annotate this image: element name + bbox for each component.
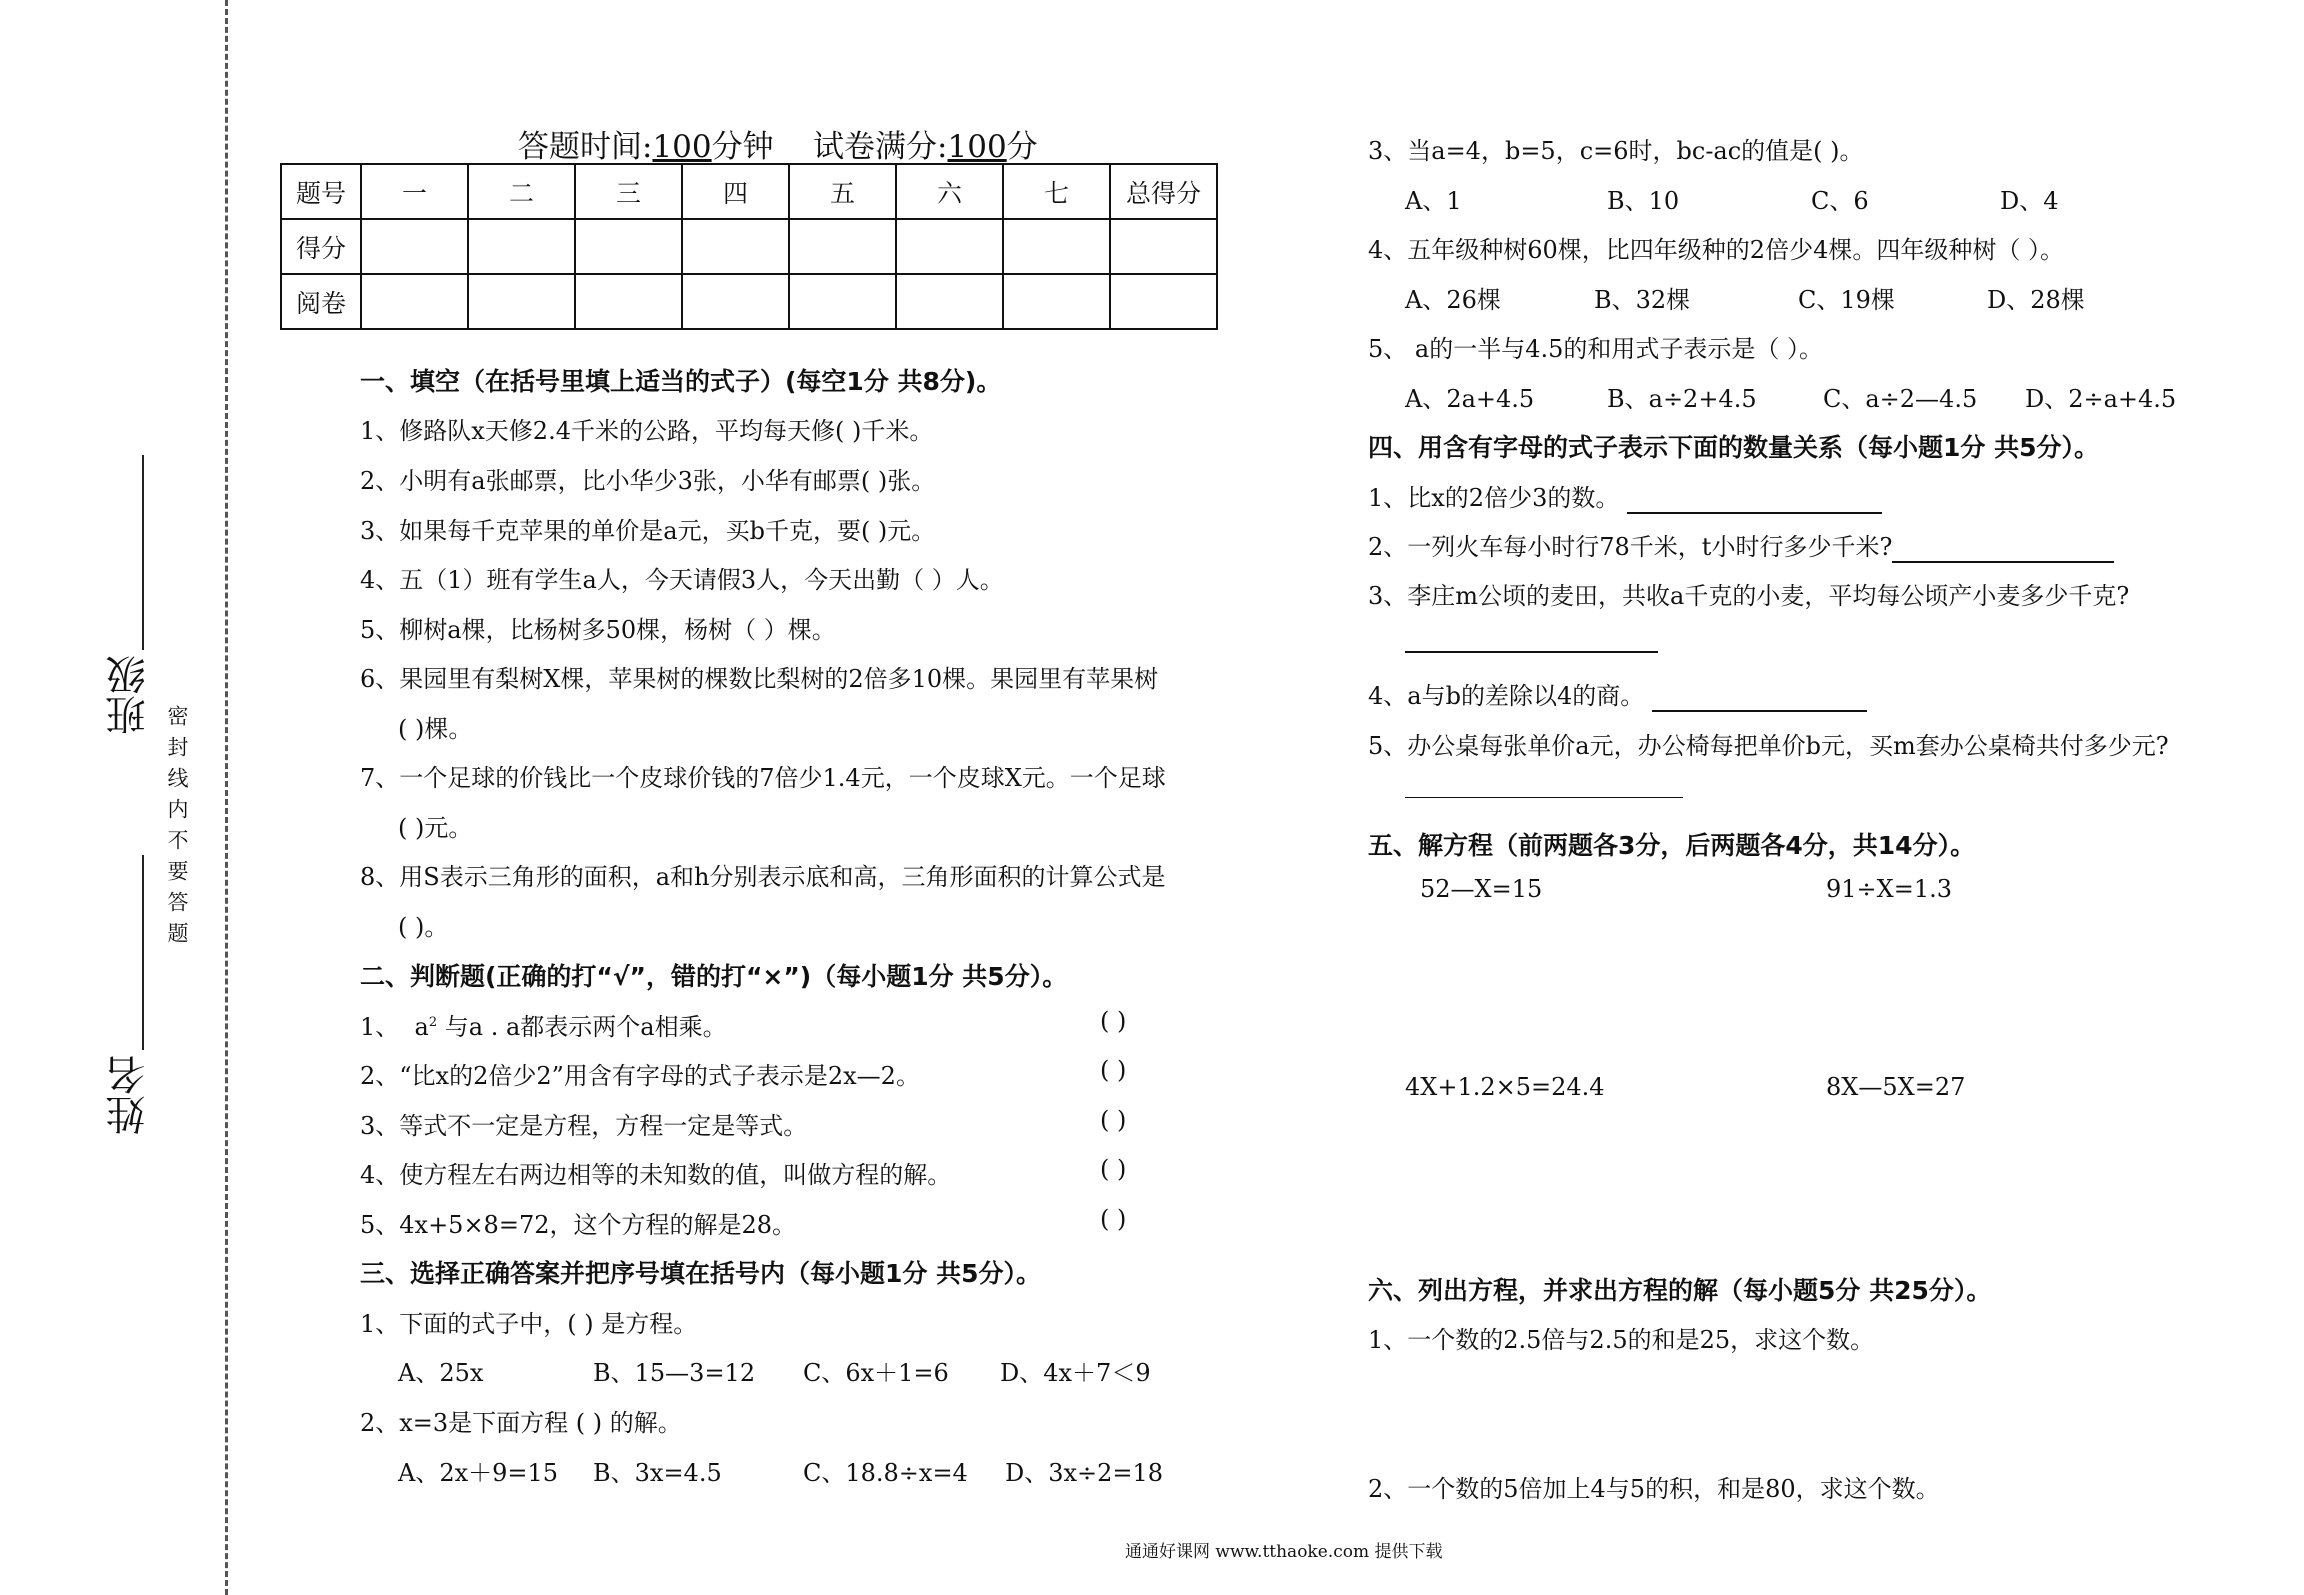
- table-cell: 四: [682, 164, 789, 219]
- option: D、4x＋7＜9: [1000, 1359, 1151, 1387]
- equation: 8X—5X=27: [1826, 1073, 1966, 1101]
- name-label: 姓名: [106, 1055, 152, 1135]
- s4-q3: 3、李庄m公顷的麦田，共收a千克的小麦，平均每公顷产小麦多少千克?: [1368, 582, 2130, 610]
- s1-q7-line1: 7、一个足球的价钱比一个皮球价钱的7倍少1.4元，一个皮球X元。一个足球: [360, 764, 1166, 792]
- score-cell[interactable]: [789, 274, 896, 329]
- option: C、a÷2—4.5: [1823, 385, 1978, 413]
- section3-title: 三、选择正确答案并把序号填在括号内（每小题1分 共5分）。: [360, 1259, 1041, 1288]
- score-value: 100: [947, 129, 1007, 165]
- s1-q8-line1: 8、用S表示三角形的面积，a和h分别表示底和高，三角形面积的计算公式是: [360, 863, 1166, 891]
- name-blank: [142, 855, 144, 1050]
- section1-title: 一、填空（在括号里填上适当的式子）(每空1分 共8分)。: [360, 367, 1002, 396]
- score-table-row: [281, 219, 1217, 274]
- score-cell[interactable]: [789, 219, 896, 274]
- table-cell: 七: [1003, 164, 1110, 219]
- table-cell: 五: [789, 164, 896, 219]
- score-table: [280, 163, 1218, 330]
- s3-q2: 2、x=3是下面方程 ( ) 的解。: [360, 1409, 682, 1437]
- score-cell[interactable]: [575, 219, 682, 274]
- s1-q1: 1、修路队x天修2.4千米的公路，平均每天修( )千米。: [360, 417, 934, 445]
- s1-q7-line2: ( )元。: [398, 814, 473, 842]
- table-cell: 总得分: [1110, 164, 1217, 219]
- score-cell[interactable]: [1110, 219, 1217, 274]
- table-cell: 三: [575, 164, 682, 219]
- s2-q4: 4、使方程左右两边相等的未知数的值，叫做方程的解。: [360, 1161, 952, 1189]
- option: B、15—3=12: [593, 1359, 756, 1387]
- class-label: 班级: [106, 655, 152, 735]
- s2-q1-rest: 与a . a都表示两个a相乘。: [444, 1013, 727, 1041]
- s4-q4: [1368, 676, 1867, 712]
- score-cell[interactable]: [1003, 219, 1110, 274]
- score-cell[interactable]: [361, 219, 468, 274]
- score-cell[interactable]: [682, 219, 789, 274]
- table-cell: 一: [361, 164, 468, 219]
- exam-header: [518, 121, 1038, 166]
- section4-title: 四、用含有字母的式子表示下面的数量关系（每小题1分 共5分）。: [1368, 433, 2099, 462]
- table-cell: 六: [896, 164, 1003, 219]
- option: C、6: [1811, 187, 1869, 215]
- score-cell[interactable]: [361, 274, 468, 329]
- table-cell: 题号: [281, 164, 361, 219]
- equation: 4X+1.2×5=24.4: [1405, 1073, 1605, 1101]
- answer-blank[interactable]: [1405, 797, 1683, 798]
- s4-q5: 5、办公桌每张单价a元，办公椅每把单价b元，买m套办公桌椅共付多少元?: [1368, 732, 2169, 760]
- s2-q1: [360, 1007, 727, 1042]
- option: D、3x÷2=18: [1005, 1459, 1164, 1487]
- section2-title: 二、判断题(正确的打“√”，错的打“×”)（每小题1分 共5分）。: [360, 962, 1068, 991]
- option: A、26棵: [1405, 286, 1501, 314]
- table-cell: 阅卷: [281, 274, 361, 329]
- score-prefix: 试卷满分:: [813, 129, 948, 165]
- s1-q5: 5、柳树a棵，比杨树多50棵，杨树（ ）棵。: [360, 616, 836, 644]
- s3-q1: 1、下面的式子中，( ) 是方程。: [360, 1310, 698, 1338]
- score-cell[interactable]: [468, 219, 575, 274]
- score-table-header-row: [281, 164, 1217, 219]
- s3-q4: 4、五年级种树60棵，比四年级种的2倍少4棵。四年级种树（ ）。: [1368, 236, 2064, 264]
- score-unit: 分: [1006, 129, 1038, 165]
- score-cell[interactable]: [896, 219, 1003, 274]
- score-table-row: [281, 274, 1217, 329]
- answer-bracket[interactable]: ( ): [1100, 1155, 1127, 1183]
- score-cell[interactable]: [1003, 274, 1110, 329]
- option: C、18.8÷x=4: [803, 1459, 968, 1487]
- option: D、2÷a+4.5: [2025, 385, 2177, 413]
- option: D、4: [2000, 187, 2059, 215]
- footer-text: 通通好课网 www.tthaoke.com 提供下载: [1125, 1542, 1443, 1562]
- s2-q2: 2、“比x的2倍少2”用含有字母的式子表示是2x—2。: [360, 1062, 920, 1090]
- equation: 91÷X=1.3: [1826, 875, 1953, 903]
- answer-bracket[interactable]: ( ): [1100, 1205, 1127, 1233]
- table-cell: 得分: [281, 219, 361, 274]
- time-prefix: 答题时间:: [518, 129, 653, 165]
- score-cell[interactable]: [1110, 274, 1217, 329]
- option: B、a÷2+4.5: [1607, 385, 1757, 413]
- option: B、10: [1607, 187, 1680, 215]
- option: A、1: [1405, 187, 1462, 215]
- score-cell[interactable]: [468, 274, 575, 329]
- s1-q4: 4、五（1）班有学生a人，今天请假3人，今天出勤（ ）人。: [360, 566, 1004, 594]
- s2-q1-num: 1、: [360, 1013, 400, 1041]
- option: A、25x: [398, 1359, 484, 1387]
- s2-q3: 3、等式不一定是方程，方程一定是等式。: [360, 1112, 808, 1140]
- s3-q3: 3、当a=4，b=5，c=6时，bc-ac的值是( )。: [1368, 137, 1864, 165]
- option: C、19棵: [1798, 286, 1895, 314]
- s2-q1-sup: 2: [428, 1015, 438, 1030]
- answer-blank[interactable]: [1627, 484, 1882, 514]
- s4-q4-text: 4、a与b的差除以4的商。: [1368, 682, 1645, 710]
- score-cell[interactable]: [896, 274, 1003, 329]
- s4-q1-text: 1、比x的2倍少3的数。: [1368, 484, 1620, 512]
- s1-q8-line2: ( )。: [398, 913, 449, 941]
- option: A、2x＋9=15: [398, 1459, 559, 1487]
- s2-q1-a: a: [414, 1013, 429, 1041]
- option: A、2a+4.5: [1405, 385, 1535, 413]
- s2-q5: 5、4x+5×8=72，这个方程的解是28。: [360, 1211, 797, 1239]
- section5-title: 五、解方程（前两题各3分，后两题各4分，共14分）。: [1368, 831, 1976, 860]
- answer-blank[interactable]: [1892, 533, 2114, 563]
- time-unit: 分钟: [711, 129, 774, 165]
- option: B、3x=4.5: [593, 1459, 722, 1487]
- s4-q2: [1368, 527, 2114, 563]
- option: D、28棵: [1987, 286, 2085, 314]
- class-blank: [142, 455, 144, 650]
- s3-q5: 5、 a的一半与4.5的和用式子表示是（ ）。: [1368, 335, 1824, 363]
- score-cell[interactable]: [575, 274, 682, 329]
- answer-bracket[interactable]: ( ): [1100, 1007, 1127, 1035]
- s1-q6-line2: ( )棵。: [398, 715, 473, 743]
- answer-bracket[interactable]: ( ): [1100, 1106, 1127, 1134]
- s4-q1: [1368, 478, 1882, 514]
- option: C、6x＋1=6: [803, 1359, 949, 1387]
- section6-title: 六、列出方程，并求出方程的解（每小题5分 共25分）。: [1368, 1276, 1992, 1305]
- s4-q2-text: 2、一列火车每小时行78千米，t小时行多少千米?: [1368, 533, 1893, 561]
- s1-q2: 2、小明有a张邮票，比小华少3张，小华有邮票( )张。: [360, 467, 936, 495]
- answer-blank[interactable]: [1652, 682, 1867, 712]
- fold-line: [225, 0, 228, 1595]
- s6-q2: 2、一个数的5倍加上4与5的积，和是80，求这个数。: [1368, 1475, 1940, 1503]
- option: B、32棵: [1594, 286, 1691, 314]
- seal-text: 密封线内不要答题: [165, 705, 189, 953]
- time-value: 100: [652, 129, 712, 165]
- s1-q6-line1: 6、果园里有梨树X棵，苹果树的棵数比梨树的2倍多10棵。果园里有苹果树: [360, 665, 1159, 693]
- table-cell: 二: [468, 164, 575, 219]
- answer-blank[interactable]: [1405, 651, 1658, 653]
- answer-bracket[interactable]: ( ): [1100, 1056, 1127, 1084]
- s1-q3: 3、如果每千克苹果的单价是a元，买b千克，要( )元。: [360, 517, 936, 545]
- equation: 52—X=15: [1420, 875, 1543, 903]
- score-cell[interactable]: [682, 274, 789, 329]
- s6-q1: 1、一个数的2.5倍与2.5的和是25，求这个数。: [1368, 1326, 1875, 1354]
